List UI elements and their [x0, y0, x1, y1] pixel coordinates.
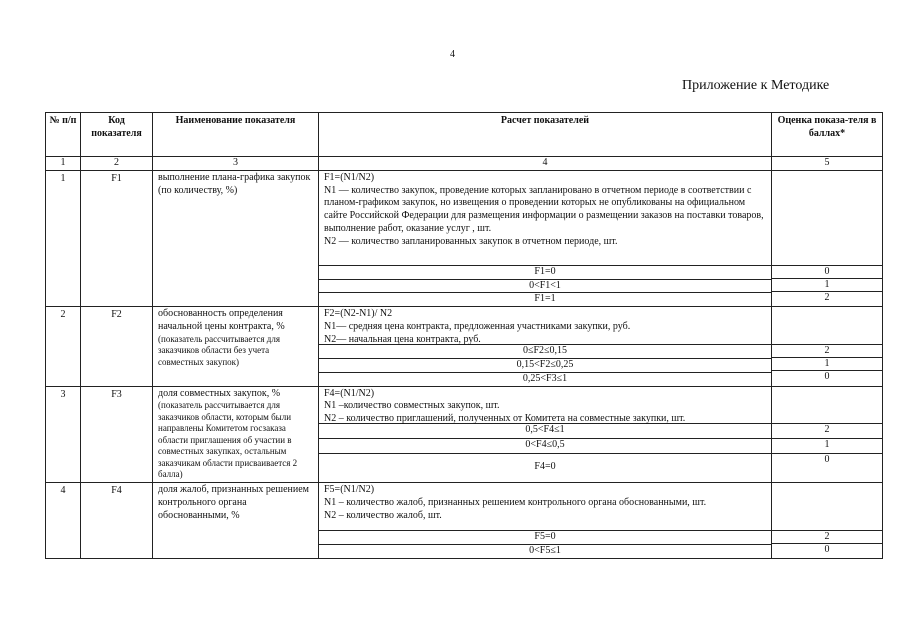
variable-n1-description: N1 — количество закупок, проведение которых запланировано в отчетном периоде в соответствии с планом-графиком закупок, но извещения о проведении которых не опубликованы на официальном сайте Российской Федерации для размещения информации о размещении заказов на поставки товаров, выполнение работ, оказание услуг , шт. [324, 184, 764, 234]
score-value: 2 [772, 423, 882, 438]
indicator-row [46, 170, 883, 306]
condition: F5=0 [319, 530, 771, 544]
variable-n2-description: N2 — количество запланированных закупок в отчетном периоде, шт. [324, 235, 618, 247]
score-value: 0 [772, 370, 882, 383]
indicator-name-cell [153, 307, 319, 386]
variable-n2-description: N2 – количество приглашений, полученных от Комитета на совместные закупки, шт. [324, 413, 686, 425]
score-value: 1 [772, 357, 882, 370]
score-value: 0 [772, 543, 882, 556]
indicator-code: F3 [81, 386, 153, 482]
score-cell [772, 386, 883, 482]
score-spacer [772, 387, 882, 423]
calculation-description [319, 307, 771, 344]
score-cell [772, 170, 883, 306]
appendix-title: Приложение к Методике [682, 78, 830, 93]
formula: F1=(N1/N2) [324, 171, 375, 183]
column-number: 4 [319, 157, 772, 171]
condition: 0,5<F4≤1 [319, 423, 771, 438]
condition: 0<F4≤0,5 [319, 438, 771, 453]
conditions-table [319, 344, 771, 385]
calculation-cell [319, 307, 772, 386]
formula: F2=(N2-N1)/ N2 [324, 308, 393, 320]
indicators-table [45, 112, 883, 559]
row-index: 1 [46, 170, 81, 306]
indicator-name: доля совместных закупок, % [158, 387, 281, 399]
condition: F1=0 [319, 265, 771, 279]
column-numbers-row [46, 157, 883, 171]
score-value: 2 [772, 344, 882, 357]
indicator-name: выполнение плана-графика закупок (по количеству, %) [158, 171, 311, 196]
condition: 0<F5≤1 [319, 544, 771, 557]
indicator-name-cell [153, 170, 319, 306]
calculation-description [319, 483, 771, 530]
calculation-description [319, 387, 771, 423]
column-number: 1 [46, 157, 81, 171]
formula: F4=(N1/N2) [324, 387, 375, 399]
indicator-name: обоснованность определения начальной цены контракта, % [158, 308, 285, 332]
conditions-table [319, 530, 771, 558]
score-value: 1 [772, 278, 882, 291]
calculation-cell [319, 482, 772, 558]
indicator-code: F1 [81, 170, 153, 306]
indicator-name: доля жалоб, признанных решением контрольного органа обоснованными, % [158, 483, 309, 521]
indicator-code: F2 [81, 307, 153, 386]
score-value: 0 [772, 453, 882, 482]
column-number: 5 [772, 157, 883, 171]
variable-n1-description: N1 – количество жалоб, признанных решением контрольного органа обоснованными, шт. [324, 496, 707, 508]
row-index: 3 [46, 386, 81, 482]
score-spacer [772, 171, 882, 265]
indicator-row [46, 386, 883, 482]
condition: F4=0 [319, 453, 771, 482]
score-spacer [772, 483, 882, 530]
condition: F1=1 [319, 293, 771, 306]
score-cell [772, 307, 883, 386]
indicator-name-cell [153, 386, 319, 482]
row-index: 4 [46, 482, 81, 558]
variable-n1-description: N1— средняя цена контракта, предложенная участниками закупки, руб. [324, 320, 631, 332]
condition: 0<F1<1 [319, 279, 771, 293]
header-col-score: Оценка показа-теля в баллах* [772, 113, 883, 157]
variable-n2-description: N2 – количество жалоб, шт. [324, 509, 442, 521]
variable-n2-description: N2— начальная цена контракта, руб. [324, 333, 481, 345]
indicator-note: (показатель рассчитывается для заказчиков области, которым были направлены Комитетом госзаказа области приглашения об участии в совместных закупках, остальным заказчикам области присваивается 2 балла) [158, 400, 298, 480]
score-cell [772, 482, 883, 558]
header-row [46, 113, 883, 157]
condition: 0,15<F2≤0,25 [319, 358, 771, 372]
page-number: 4 [450, 49, 455, 60]
score-value: 1 [772, 438, 882, 453]
indicator-code: F4 [81, 482, 153, 558]
column-number: 3 [153, 157, 319, 171]
conditions-table [319, 423, 771, 482]
score-value: 2 [772, 530, 882, 543]
score-value: 2 [772, 291, 882, 304]
calculation-cell [319, 170, 772, 306]
row-index: 2 [46, 307, 81, 386]
indicator-name-cell [153, 482, 319, 558]
score-spacer [772, 307, 882, 344]
formula: F5=(N1/N2) [324, 483, 375, 495]
indicator-row [46, 482, 883, 558]
calculation-description [319, 171, 771, 265]
header-col-code: Код показателя [81, 113, 153, 157]
score-value: 0 [772, 265, 882, 278]
conditions-table [319, 265, 771, 306]
variable-n1-description: N1 –количество совместных закупок, шт. [324, 400, 500, 412]
condition: 0,25<F3≤1 [319, 372, 771, 385]
header-col-name: Наименование показателя [153, 113, 319, 157]
condition: 0≤F2≤0,15 [319, 345, 771, 359]
header-col-calculation: Расчет показателей [319, 113, 772, 157]
header-col-number: № п/п [46, 113, 81, 157]
column-number: 2 [81, 157, 153, 171]
calculation-cell [319, 386, 772, 482]
indicator-row [46, 307, 883, 386]
indicator-note: (показатель рассчитывается для заказчиков области без учета совместных закупок) [158, 333, 281, 367]
